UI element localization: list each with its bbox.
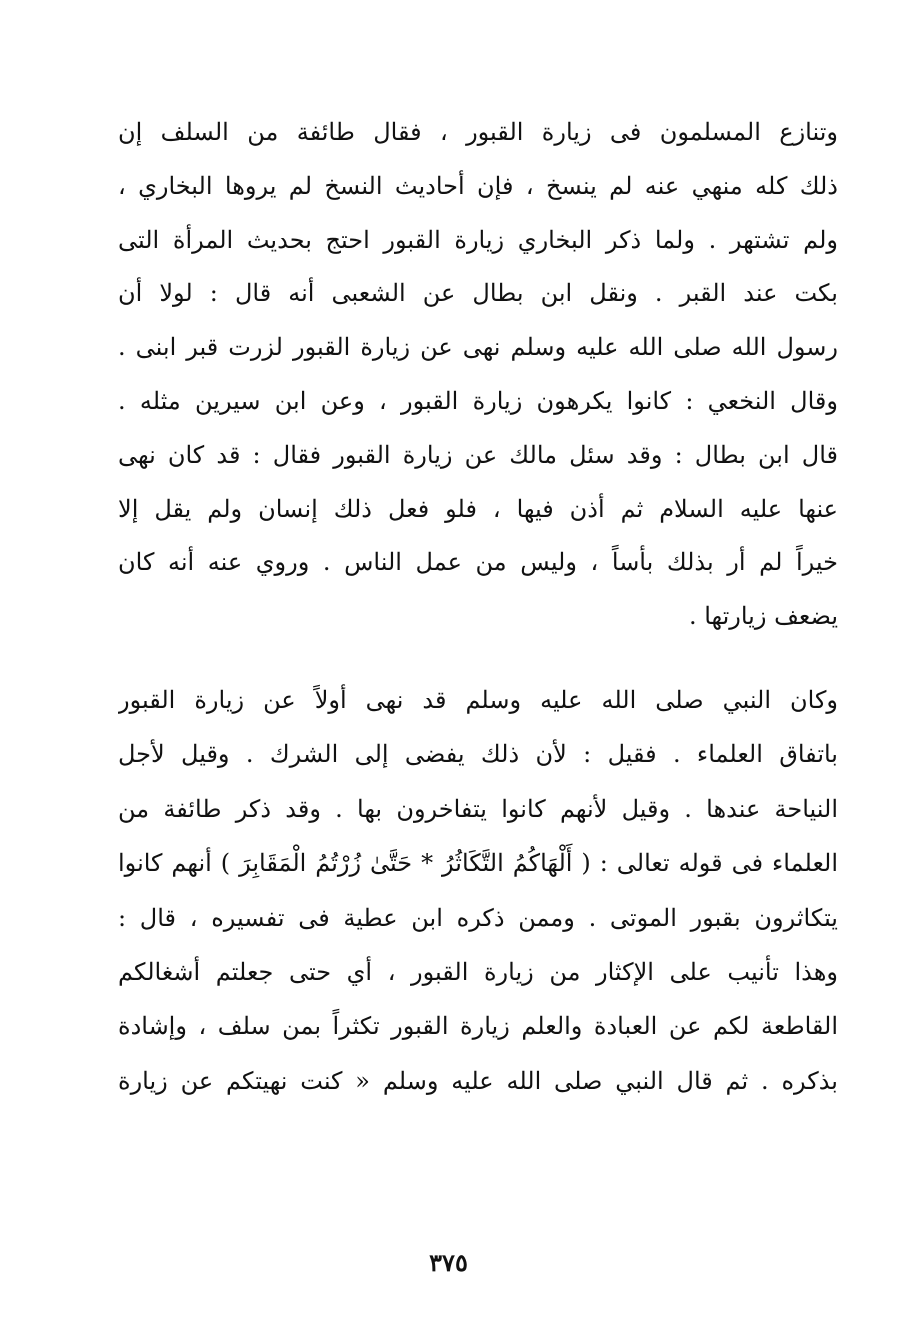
text-line: خيراً لم أر بذلك بأساً ، وليس من عمل الناس . وروي عنه أنه كان bbox=[118, 548, 838, 577]
text-line: باتفاق العلماء . فقيل : لأن ذلك يفضى إلى الشرك . وقيل لأجل bbox=[118, 740, 838, 769]
text-line: وقال النخعي : كانوا يكرهون زيارة القبور ، وعن ابن سيرين مثله . bbox=[118, 386, 838, 415]
text-line: وهذا تأنيب على الإكثار من زيارة القبور ، أي حتى جعلتم أشغالكم bbox=[118, 957, 838, 986]
text-line: عنها عليه السلام ثم أذن فيها ، فلو فعل ذلك إنسان ولم يقل إلا bbox=[118, 494, 838, 523]
text-line: وكان النبي صلى الله عليه وسلم قد نهى أولاً عن زيارة القبور bbox=[118, 685, 838, 714]
text-line: ذلك كله منهي عنه لم ينسخ ، فإن أحاديث النسخ لم يروها البخاري ، bbox=[118, 171, 838, 200]
page-number: ٣٧٥ bbox=[429, 1248, 468, 1277]
text-line: ولم تشتهر . ولما ذكر البخاري زيارة القبور احتج بحديث المرأة التى bbox=[118, 225, 838, 254]
text-line: رسول الله صلى الله عليه وسلم نهى عن زيارة القبور لزرت قبر ابنى . bbox=[118, 333, 838, 362]
paragraph-1 bbox=[118, 106, 838, 644]
text-line: النياحة عندها . وقيل لأنهم كانوا يتفاخرون بها . وقد ذكر طائفة من bbox=[118, 794, 838, 823]
text-line: يتكاثرون بقبور الموتى . وممن ذكره ابن عطية فى تفسيره ، قال : bbox=[118, 903, 838, 932]
text-line: القاطعة لكم عن العبادة والعلم زيارة القبور تكثراً بمن سلف ، وإشادة bbox=[118, 1012, 838, 1041]
page-body bbox=[118, 106, 838, 1108]
text-line: قال ابن بطال : وقد سئل مالك عن زيارة القبور فقال : قد كان نهى bbox=[118, 440, 838, 469]
text-line: العلماء فى قوله تعالى : ( أَلْهَاكُمُ التَّكَاثُرُ * حَتَّىٰ زُرْتُمُ الْمَقَابِرَ ) أنهم كانوا bbox=[118, 849, 838, 878]
text-line: بكت عند القبر . ونقل ابن بطال عن الشعبى أنه قال : لولا أن bbox=[118, 279, 838, 308]
paragraph-2 bbox=[118, 673, 838, 1108]
text-line: يضعف زيارتها . bbox=[688, 602, 838, 631]
text-line: وتنازع المسلمون فى زيارة القبور ، فقال طائفة من السلف إن bbox=[118, 118, 838, 146]
text-line: بذكره . ثم قال النبي صلى الله عليه وسلم « كنت نهيتكم عن زيارة bbox=[118, 1066, 838, 1095]
